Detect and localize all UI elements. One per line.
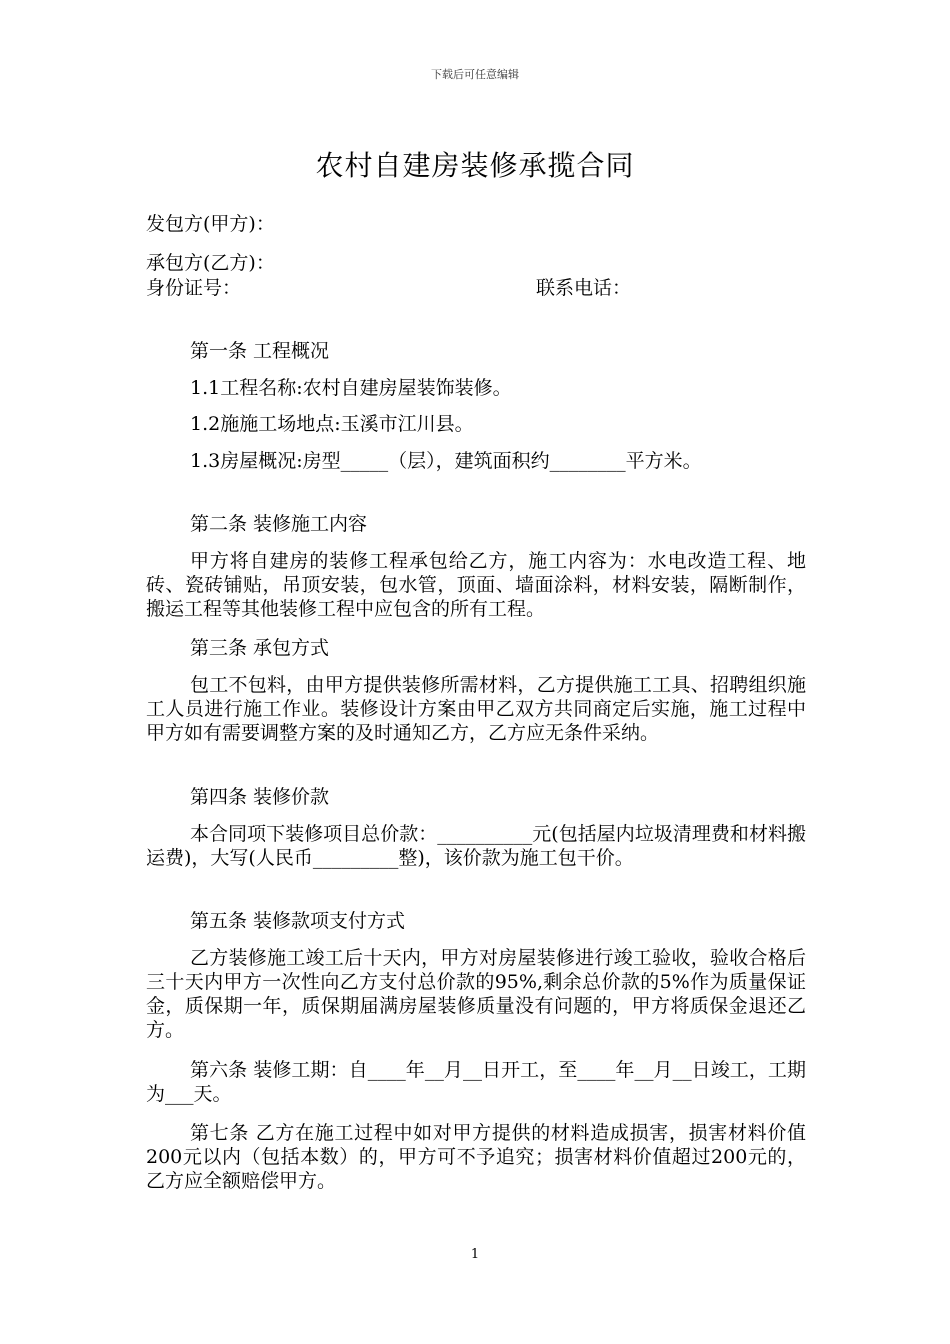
section-5-heading: 第五条 装修款项支付方式 xyxy=(190,910,406,932)
document-title: 农村自建房装修承揽合同 xyxy=(315,149,635,182)
section-1-heading: 第一条 工程概况 xyxy=(190,340,330,362)
section-4-heading: 第四条 装修价款 xyxy=(190,786,330,808)
page-number: 1 xyxy=(470,1247,480,1262)
section-2-body: 甲方将自建房的装修工程承包给乙方，施工内容为：水电改造工程、地砖、瓷砖铺贴，吊顶安装，包水管，顶面、墙面涂料，材料安装，隔断制作，搬运工程等其他装修工程中应包含的所有工程。 xyxy=(146,550,806,620)
section-7-body: 第七条 乙方在施工过程中如对甲方提供的材料造成损害，损害材料价值200元以内（包括本数）的，甲方可不予追究；损害材料价值超过200元的，乙方应全额赔偿甲方。 xyxy=(146,1122,806,1192)
id-number-label: 身份证号： xyxy=(146,277,242,299)
party-b-label: 承包方(乙方)： xyxy=(146,252,275,274)
section-6-body: 第六条 装修工期：自____年__月__日开工，至____年__月__日竣工，工期为___天。 xyxy=(146,1059,806,1105)
section-3-body: 包工不包料，由甲方提供装修所需材料，乙方提供施工工具、招聘组织施工人员进行施工作业。装修设计方案由甲乙双方共同商定后实施，施工过程中甲方如有需要调整方案的及时通知乙方，乙方应无条件采纳。 xyxy=(146,674,806,744)
section-5-body: 乙方装修施工竣工后十天内，甲方对房屋装修进行竣工验收，验收合格后三十天内甲方一次性向乙方支付总价款的95%,剩余总价款的5%作为质量保证金，质保期一年，质保期届满房屋装修质量没有问题的，甲方将质保金退还乙方。 xyxy=(146,947,806,1041)
section-1-item-1: 1.1工程名称:农村自建房屋装饰装修。 xyxy=(190,377,512,399)
section-3-heading: 第三条 承包方式 xyxy=(190,637,330,659)
section-4-body: 本合同项下装修项目总价款：__________元(包括屋内垃圾清理费和材料搬运费)，大写(人民币_________整)，该价款为施工包干价。 xyxy=(146,823,806,869)
page-header: 下载后可任意编辑 xyxy=(431,68,519,81)
party-a-label: 发包方(甲方)： xyxy=(146,213,275,235)
section-1-item-2: 1.2施施工场地点:玉溪市江川县。 xyxy=(190,413,474,435)
section-1-item-3: 1.3房屋概况:房型_____（层），建筑面积约________平方米。 xyxy=(190,450,702,472)
phone-label: 联系电话： xyxy=(536,277,632,299)
section-2-heading: 第二条 装修施工内容 xyxy=(190,513,368,535)
